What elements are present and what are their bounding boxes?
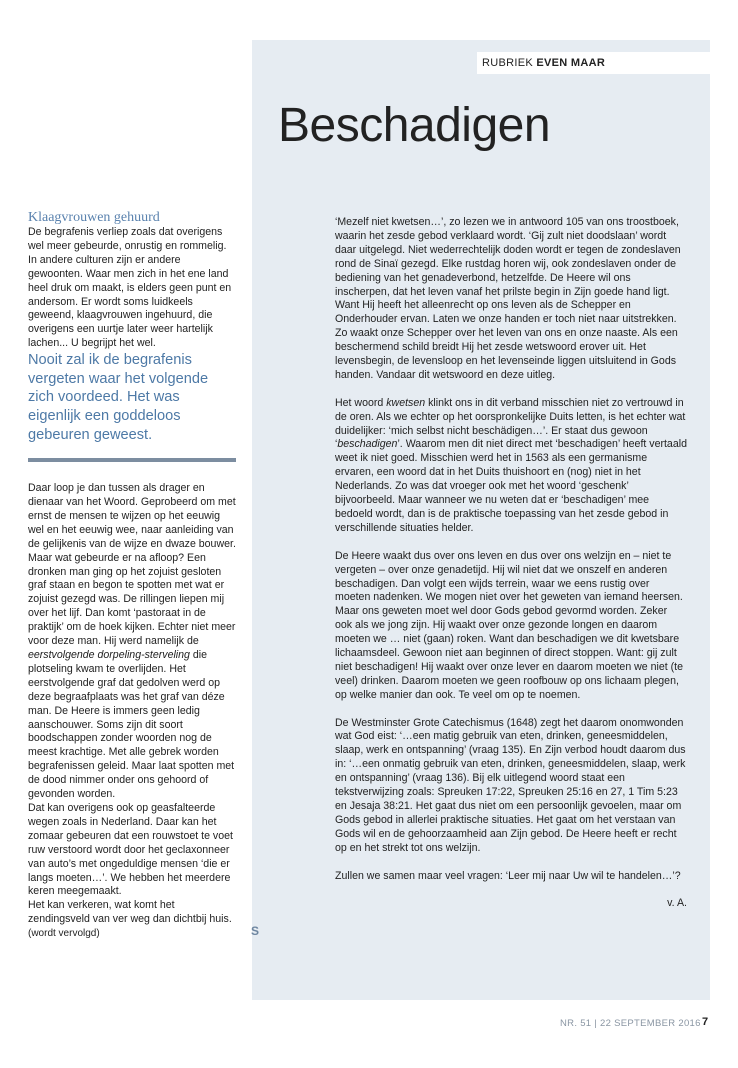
left-paragraph-2-part-b: die plotseling kwam te overlijden. Het eerstvolgende graf dat gedolven werd op deze begraafplaats was het graf van déze man. De Heere is immers geen ledig aanschouwer. Soms zijn dit soort boodschappen zonder woorden nog de meest krachtige. Met alle gebrek worden begrafenissen geleid. Maar laat spotten met de dood nimmer onder ons gehoord of gevonden worden.: [28, 649, 235, 801]
pull-quote: Nooit zal ik de begrafenis vergeten waar het volgende zich voordeed. Het was eigenlijk een goddeloos gebeuren geweest.: [28, 352, 209, 443]
right-paragraph-5: Zullen we samen maar veel vragen: ‘Leer mij naar Uw wil te handelen…’?: [335, 869, 681, 882]
right-paragraph-3: De Heere waakt dus over ons leven en dus over ons welzijn en – niet te vergeten – over onze genadetijd. Hij wil niet dat we onszelf en anderen beschadigen. Dan volgt een wijds terrein, waar we eens rustig over moeten nadenken. We mogen niet over het geweten van iemand heersen. Maar ons geweten moet wel door Gods gebod gevormd worden. Zeker ook als we jong zijn. Hij waakt over onze gezonde longen en daarom moeten we … niet (gaan) roken. Want dan beschadigen we dit kwetsbare lichaamsdeel. Gewoon niet aan beginnen of direct stoppen. Want: gij zult niet beschadigen! Hij waakt over onze lever en daarom moeten we niet (te veel) drinken. Daarom moeten we geen roofbouw op ons lichaam plegen, op welke manier dan ook. Te veel om op te noemen.: [335, 549, 684, 701]
left-paragraph-2-emphasis: eerstvolgende dorpeling-sterveling: [28, 649, 190, 661]
left-column: [28, 210, 260, 941]
left-paragraph-1: De begrafenis verliep zoals dat overigens wel meer gebeurde, onrustig en rommelig. In andere culturen zijn er andere gewoonten. Waar men zich in het ene land heel druk om maakt, is elders geen punt en andersom. Er wordt soms luidkeels geweend, klaagvrouwen ingehuurd, die overigens een uurtje later weer hartelijk lachen... U begrijpt het wel.: [28, 226, 232, 350]
page-number: 7: [702, 1016, 709, 1028]
right-paragraph-2-part-b: klinkt ons in dit verband misschien niet zo vertrouwd in de oren. Als we echter op het oorspronkelijke Duits letten, is het echter wat duidelijker: ‘mich selbst nicht beschädigen…’. Er staat dus gewoon ‘: [335, 396, 686, 451]
left-paragraph-3: Dat kan overigens ook op geasfalteerde wegen zoals in Nederland. Daar kan het zomaar gebeuren dat een rouwstoet te voet ruw verstoord wordt door het geclaxonneer van auto’s met ongeduldige mensen ‘die er langs moeten…’. We hebben het meerdere keren meegemaakt.: [28, 801, 233, 898]
right-paragraph-2-emphasis-1: kwetsen: [386, 396, 426, 409]
right-paragraph-2: [335, 397, 687, 536]
left-paragraph-2: [28, 482, 236, 802]
left-paragraph-2-part-a: Daar loop je dan tussen als drager en dienaar van het Woord. Geprobeerd om met ernst de mensen te wijzen op het eeuwig wel en het eeuwig wee, naar aanleiding van de gelijkenis van de wijze en dwaze bouwer. Maar wat gebeurde er na afloop? Een dronken man ging op het zojuist gesloten graf staan en begon te spotten met wat er zojuist gezegd was. De rillingen liepen mij over het lijf. Dan komt ‘pastoraat in de praktijk’ om de hoek kijken. Echter niet meer voor deze man. Hij werd namelijk de: [28, 482, 236, 648]
end-mark-icon: S: [251, 924, 260, 939]
rubriek-label: [477, 52, 710, 74]
rubriek-name: EVEN MAAR: [536, 57, 606, 69]
issue-info: NR. 51 | 22 SEPTEMBER 2016: [560, 1018, 701, 1029]
right-paragraph-2-emphasis-2: beschadigen: [337, 438, 398, 451]
right-paragraph-2-part-a: Het woord: [335, 396, 384, 409]
subhead: Klaagvrouwen gehuurd: [28, 210, 160, 225]
right-paragraph-2-part-c: ’. Waarom men dit niet direct met ‘beschadigen’ heeft vertaald weet ik niet goed. Misschien werd het in 1563 als een germanisme ervaren, een woord dat in het Duits thuishoort en (nog) niet in het Nederlands. Zo was dat vroeger ook met het woord ‘geschenk’ bijvoorbeeld. Maar wanneer we nu weten dat er ‘beschadigen’ mee bedoeld wordt, dan is de praktische toepassing van het zesde gebod in verschillende situaties helder.: [335, 438, 687, 534]
right-column: [335, 216, 687, 925]
page-title: Beschadigen: [278, 99, 551, 152]
rubriek-prefix: RUBRIEK: [482, 57, 533, 69]
continued-note: (wordt vervolgd): [28, 928, 100, 940]
right-paragraph-1: ‘Mezelf niet kwetsen…’, zo lezen we in antwoord 105 van ons troostboek, waarin het zesde gebod verklaard wordt. ‘Gij zult niet doodslaan’ wordt daar uitgelegd. Niet wederrechtelijk doden wordt er tegen de zondeslaven rond de Sinaï gezegd. Elke rustdag horen wij, ook zondeslaven onder de bediening van het genadeverbond, hetzelfde. De Heere wil ons inscherpen, dat het leven vanaf het prilste begin in Zijn goede hand ligt. Want Hij heeft het alleenrecht op ons leven als de Schepper en Onderhouder ervan. Laten we onze handen er toch niet naar uitstrekken. Zo waakt onze Schepper over het leven van ons en onze naaste. Als een beschermend schild breidt Hij het zesde wetswoord erover uit. Het levensbegin, de levensloop en het levenseinde liggen uitsluitend in Gods handen. Vandaar dit wetswoord en deze uitleg.: [335, 216, 681, 381]
signature: v. A.: [667, 897, 687, 910]
right-paragraph-4: De Westminster Grote Catechismus (1648) zegt het daarom onomwonden wat God eist: ‘…een matig gebruik van eten, drinken, geneesmiddelen, slaap, werk en ontspanning’ (vraag 135). En Zijn verbod houdt daarom dus in: ‘…een onmatig gebruik van eten, drinken, geneesmiddelen, slaap, werk en ontspanning’ (vraag 136). Bij elk uitlegend woord staat een tekstverwijzing zoals: Spreuken 17:22, Spreuken 25:16 en 27, 1 Tim 5:23 en Jesaja 38:21. Het gaat dus niet om een persoonlijk gevoelen, maar om Gods gebod in allerlei praktische situaties. Het gaat om het verstaan van Gods wil en de gehoorzaamheid aan Zijn gebod. De Heere heeft er recht op en het strekt tot ons welzijn.: [335, 716, 686, 854]
left-paragraph-4: Het kan verkeren, wat komt het zendingsveld van ver weg dan dichtbij huis.: [28, 899, 232, 926]
